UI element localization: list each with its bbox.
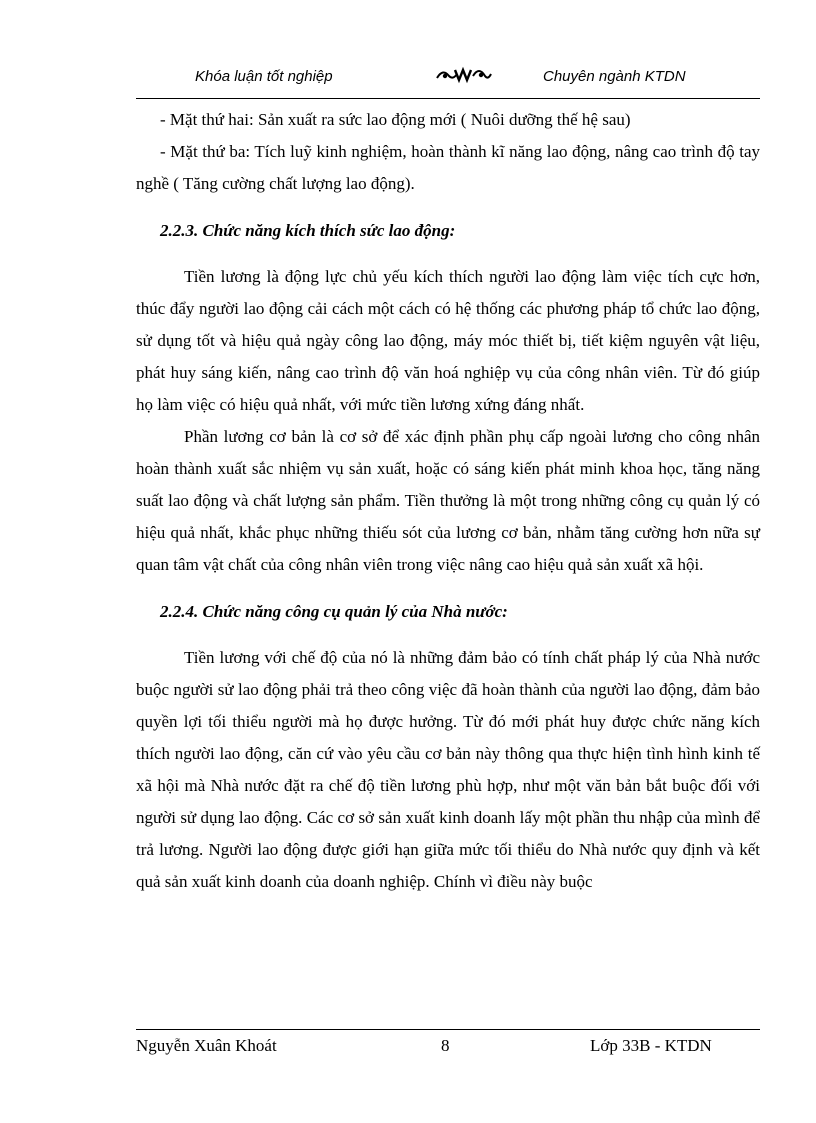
section-heading-2-2-4: 2.2.4. Chức năng công cụ quản lý của Nhà nước: (160, 602, 508, 621)
header-divider (136, 98, 760, 99)
page-number: 8 (441, 1036, 450, 1055)
footer-author: Nguyễn Xuân Khoát (136, 1036, 277, 1055)
footer-class: Lớp 33B - KTDN (590, 1036, 712, 1055)
paragraph: Tiền lương là động lực chủ yếu kích thích người lao động làm việc tích cực hơn, thúc đẩy người lao động cải cách một cách có hệ thống các phương pháp tổ chức lao động, sử dụng tốt và hiệu quả ngày công lao động, máy móc thiết bị, tiết kiệm nguyên vật liệu, phát huy sáng kiến, nâng cao trình độ văn hoá nghiệp vụ của công nhân viên. Từ đó giúp họ làm việc có hiệu quả nhất, với mức tiền lương xứng đáng nhất. (136, 267, 760, 414)
section-heading-2-2-3: 2.2.3. Chức năng kích thích sức lao động: (160, 221, 456, 240)
intro-line-2: - Mặt thứ ba: Tích luỹ kinh nghiệm, hoàn thành kĩ năng lao động, nâng cao trình độ tay nghề ( Tăng cường chất lượng lao động). (136, 142, 760, 193)
footer-divider (136, 1029, 760, 1030)
intro-line-1: - Mặt thứ hai: Sản xuất ra sức lao động mới ( Nuôi dưỡng thế hệ sau) (160, 110, 631, 129)
header-right-text: Chuyên ngành KTDN (543, 68, 686, 85)
header-left-text: Khóa luận tốt nghiệp (195, 68, 333, 85)
paragraph: Tiền lương với chế độ của nó là những đảm bảo có tính chất pháp lý của Nhà nước buộc người sử lao động phải trả theo công việc đã hoàn thành của người lao động, đảm bảo quyền lợi tối thiểu người mà họ được hưởng. Từ đó mới phát huy được chức năng kích thích người lao động, căn cứ vào yêu cầu cơ bản này thông qua thực hiện tình hình kinh tế xã hội mà Nhà nước đặt ra chế độ tiền lương phù hợp, như một văn bản bắt buộc đối với người sử dụng lao động. Các cơ sở sản xuất kinh doanh lấy một phần thu nhập của mình để trả lương. Người lao động được giới hạn giữa mức tối thiểu do Nhà nước quy định và kết quả sản xuất kinh doanh của doanh nghiệp. Chính vì điều này buộc (136, 648, 760, 891)
paragraph: Phần lương cơ bản là cơ sở để xác định phần phụ cấp ngoài lương cho công nhân hoàn thành xuất sắc nhiệm vụ sản xuất, hoặc có sáng kiến phát minh khoa học, tăng năng suất lao động và chất lượng sản phẩm. Tiền thưởng là một trong những công cụ quản lý có hiệu quả nhất, khắc phục những thiếu sót của lương cơ bản, nhằm tăng cường hơn nữa sự quan tâm vật chất của công nhân viên trong việc nâng cao hiệu quả sản xuất xã hội. (136, 427, 760, 574)
body-content (136, 104, 760, 898)
ornament-icon (433, 64, 493, 84)
